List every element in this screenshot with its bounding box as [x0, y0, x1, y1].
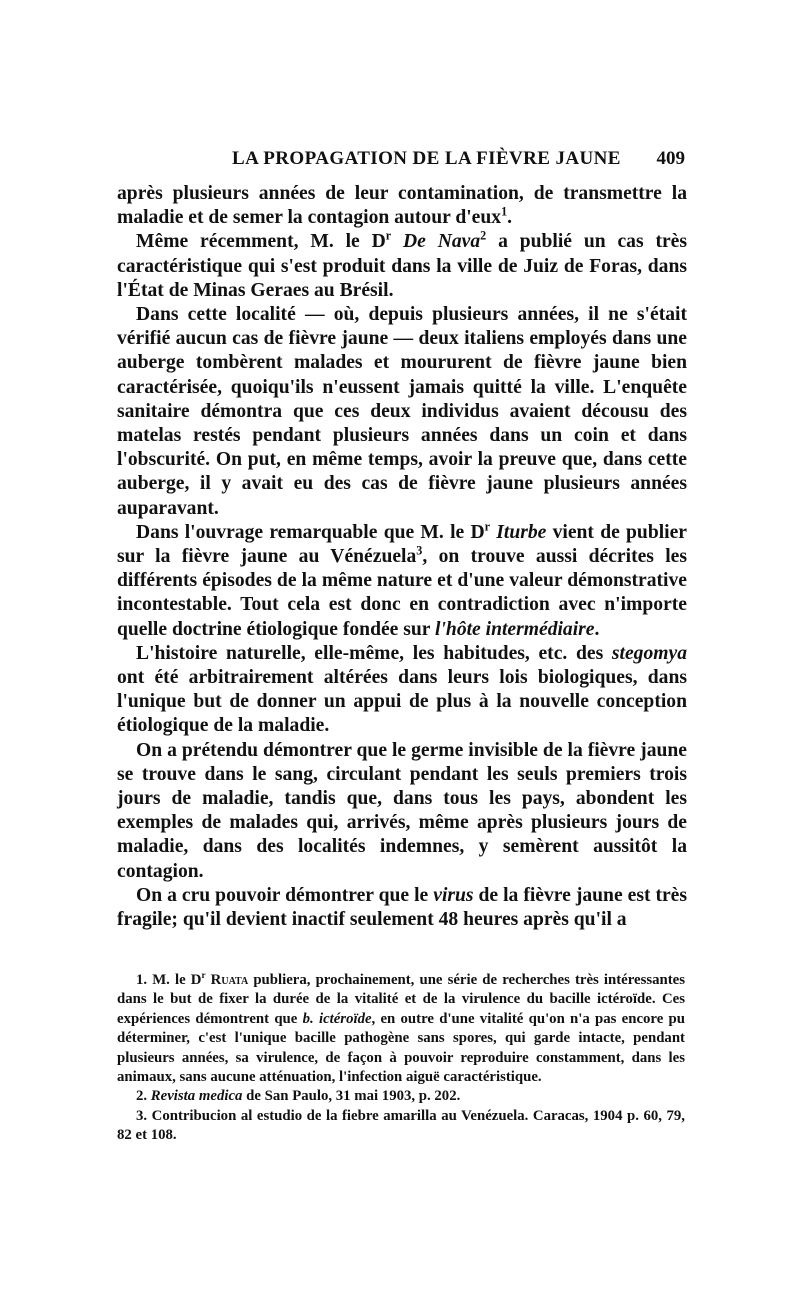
footnote-text: 1. M. le D	[136, 972, 202, 988]
paragraph-text: .	[507, 207, 513, 229]
paragraph-text: ont été arbitrairement altérées dans leurs lois biologiques, dans l'unique but de donner un appui de plus à la nouvelle conception étiologique de la maladie.	[117, 667, 687, 737]
footnotes	[117, 971, 685, 1146]
paragraph-4	[117, 521, 687, 642]
title-abbrev: r	[484, 519, 490, 534]
emphasis: b. ictéroïde	[302, 1010, 372, 1027]
paragraph-text: a publié un cas très caractéristique qui s'est produit dans la ville de Juiz de Foras, dans l'État de Minas Geraes au Brésil.	[117, 231, 687, 301]
paragraph-text: On a cru pouvoir démontrer que le	[136, 884, 434, 906]
paragraph-text: après plusieurs années de leur contamination, de transmettre la maladie et de semer la contagion autour d'eux	[117, 183, 687, 229]
body-text	[117, 182, 687, 932]
paragraph-5	[117, 642, 687, 739]
paragraph-text: vient de publier sur la fièvre jaune au Vénézuela	[117, 521, 688, 568]
emphasis: virus	[433, 884, 474, 906]
paragraph-text: de la fièvre jaune est très fragile; qu'il devient inactif seulement 48 heures après qu'il a	[117, 884, 687, 931]
footnote-1	[117, 971, 685, 1087]
paragraph-7	[117, 884, 687, 932]
footnote-ref-2: 2	[480, 228, 487, 243]
emphasis: l'hôte intermédiaire	[435, 618, 595, 640]
page-header	[117, 148, 687, 174]
author-name: Iturbe	[496, 521, 547, 543]
page-number: 409	[656, 148, 685, 169]
emphasis: stegomya	[611, 642, 687, 664]
title-abbrev: r	[385, 228, 392, 243]
journal-title: Revista medica	[150, 1088, 243, 1105]
author-name: Ruata	[210, 972, 249, 988]
author-name: De Nava	[403, 231, 481, 253]
paragraph-3: Dans cette localité — où, depuis plusieurs années, il ne s'était vérifié aucun cas de fièvre jaune — deux italiens employés dans une auberge tombèrent malades et moururent de fièvre jaune bien caractérisée, quoiqu'ils n'eussent jamais quitté la ville. L'enquête sanitaire démontra que ces deux individus avaient décousu des matelas restés pendant plusieurs années dans un coin et dans l'obscurité. On put, en même temps, avoir la preuve que, dans cette auberge, il y avait eu des cas de fièvre jaune plusieurs années auparavant.	[117, 304, 687, 519]
footnote-text: 2.	[136, 1088, 151, 1105]
footnote-3: 3. Contribucion al estudio de la fiebre amarilla au Venézuela. Caracas, 1904 p. 60, 79, 82 et 108.	[117, 1107, 685, 1144]
paragraph-1	[117, 182, 687, 230]
footnote-ref-3: 3	[416, 543, 423, 558]
running-title: LA PROPAGATION DE LA FIÈVRE JAUNE	[232, 148, 621, 169]
paragraph-2	[117, 230, 687, 303]
paragraph-text: Dans l'ouvrage remarquable que M. le D	[136, 521, 485, 543]
paragraph-text: .	[594, 618, 600, 640]
title-abbrev: r	[201, 970, 206, 981]
paragraph-text: , on trouve aussi décrites les différents épisodes de la même nature et d'une valeur démonstrative incontestable. Tout cela est donc en contradiction avec n'importe quelle doctrine étiologique fondée sur	[117, 546, 687, 640]
footnote-text: de San Paulo, 31 mai 1903, p. 202.	[242, 1088, 461, 1105]
footnote-2	[117, 1087, 685, 1106]
footnote-text: publiera, prochainement, une série de recherches très intéressantes dans le but de fixer la durée de la vitalité et de la virulence du bacille ictéroïde. Ces expériences démontrent que	[117, 972, 686, 1027]
footnote-text: , en outre d'une vitalité qu'on n'a pas encore pu déterminer, c'est l'unique bacille pathogène sans spores, qui garde intacte, pendant plusieurs années, sa virulence, de façon à pouvoir reproduire constamment, dans les animaux, sans aucune atténuation, l'infection aiguë caractéristique.	[117, 1010, 686, 1086]
paragraph-text: L'histoire naturelle, elle-même, les habitudes, etc. des	[136, 642, 612, 664]
footnote-ref-1: 1	[501, 204, 508, 219]
paragraph-text: Même récemment, M. le D	[136, 231, 386, 253]
paragraph-6: On a prétendu démontrer que le germe invisible de la fièvre jaune se trouve dans le sang, circulant pendant les seuls premiers trois jours de maladie, tandis que, dans tous les pays, abondent les exemples de malades qui, arrivés, même après plusieurs jours de maladie, dans des localités indemnes, y semèrent aussitôt la contagion.	[117, 739, 687, 882]
